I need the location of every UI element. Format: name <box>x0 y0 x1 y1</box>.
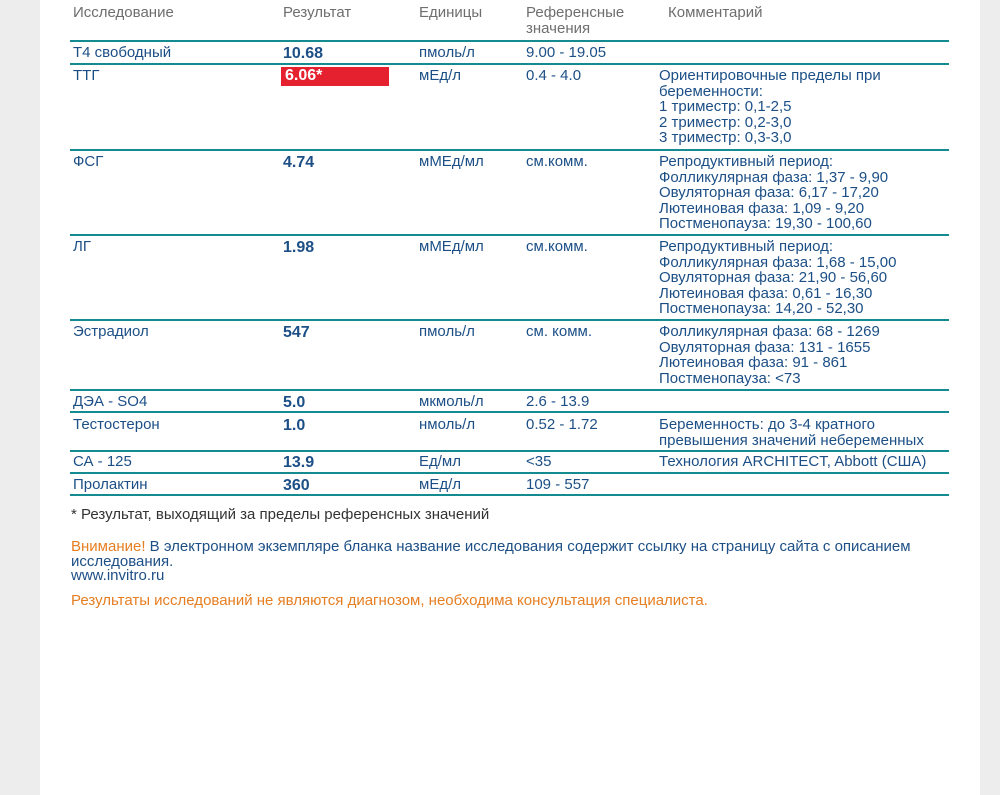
study-link[interactable]: Эстрадиол <box>73 323 149 340</box>
footnote: * Результат, выходящий за пределы референсных значений <box>71 506 490 523</box>
table-divider <box>70 63 949 65</box>
comment-line: превышения значений небеременных <box>659 431 924 449</box>
comment <box>659 154 888 232</box>
result-value: 1.0 <box>283 417 306 434</box>
study-link[interactable]: ФСГ <box>73 153 104 170</box>
units: мЕд/л <box>419 476 461 493</box>
comment-line: Овуляторная фаза: 131 - 1655 <box>659 338 871 356</box>
comment-line: 1 триместр: 0,1-2,5 <box>659 98 792 115</box>
reference-range: см.комм. <box>526 238 588 255</box>
comment <box>659 417 924 448</box>
header-study: Исследование <box>73 4 174 21</box>
comment-line: Постменопауза: <73 <box>659 369 801 387</box>
study-link[interactable]: Т4 свободный <box>73 44 172 61</box>
reference-range: 2.6 - 13.9 <box>526 393 590 410</box>
header-units: Единицы <box>419 4 483 21</box>
table-divider <box>70 389 949 391</box>
comment-line: 2 триместр: 0,2-3,0 <box>659 113 792 131</box>
comment-line: Лютеиновая фаза: 0,61 - 16,30 <box>659 284 873 302</box>
table-divider <box>70 450 949 452</box>
comment-line: Ориентировочные пределы при <box>659 67 881 84</box>
study-link[interactable]: Тестостерон <box>73 416 160 433</box>
result-value: 547 <box>283 324 310 341</box>
units: мМЕд/мл <box>419 238 484 255</box>
study-link[interactable]: ДЭА - SO4 <box>73 393 148 410</box>
reference-range: 9.00 - 19.05 <box>526 44 607 61</box>
units: мкмоль/л <box>419 393 484 410</box>
website-link[interactable]: www.invitro.ru <box>71 567 165 584</box>
header-comment: Комментарий <box>668 4 763 21</box>
disclaimer: Результаты исследований не являются диагнозом, необходима консультация специалиста. <box>71 592 708 609</box>
comment-line: Репродуктивный период: <box>659 153 834 170</box>
table-divider <box>70 149 949 151</box>
comment-line: Фолликулярная фаза: 1,37 - 9,90 <box>659 168 889 186</box>
comment <box>659 454 926 470</box>
header-reference-line1: Референсные <box>526 4 625 21</box>
table-divider <box>70 494 949 496</box>
units: пмоль/л <box>419 323 475 340</box>
result-value: 4.74 <box>283 154 315 171</box>
reference-range: см.комм. <box>526 153 588 170</box>
comment <box>659 324 880 386</box>
result-value: 1.98 <box>283 239 315 256</box>
table-divider <box>70 319 949 321</box>
reference-range: см. комм. <box>526 323 593 340</box>
study-link[interactable]: ТТГ <box>73 67 100 84</box>
header-result: Результат <box>283 4 352 21</box>
comment-line: Лютеиновая фаза: 1,09 - 9,20 <box>659 199 865 217</box>
table-divider <box>70 411 949 413</box>
attention-label: Внимание! <box>71 538 146 555</box>
comment-line: Технология ARCHITECT, Abbott (США) <box>659 453 927 470</box>
attention-note <box>71 539 951 569</box>
units: нмоль/л <box>419 416 476 433</box>
comment <box>659 239 896 317</box>
comment-line: Овуляторная фаза: 21,90 - 56,60 <box>659 269 888 286</box>
result-value: 360 <box>283 477 310 494</box>
units: мЕд/л <box>419 67 461 84</box>
comment-line: 3 триместр: 0,3-3,0 <box>659 129 792 146</box>
units: Ед/мл <box>419 453 461 470</box>
result-value: 13.9 <box>283 454 315 471</box>
units: мМЕд/мл <box>419 153 484 170</box>
comment-line: Фолликулярная фаза: 68 - 1269 <box>659 323 880 340</box>
table-divider <box>70 472 949 474</box>
comment-line: Лютеиновая фаза: 91 - 861 <box>659 354 848 371</box>
comment-line: Овуляторная фаза: 6,17 - 17,20 <box>659 184 879 201</box>
study-link[interactable]: ЛГ <box>73 238 91 255</box>
study-link[interactable]: СА - 125 <box>73 453 132 470</box>
units: пмоль/л <box>419 44 475 61</box>
result-value-flagged: 6.06* <box>285 67 323 84</box>
comment-line: Беременность: до 3-4 кратного <box>659 416 875 433</box>
reference-range: <35 <box>526 453 552 470</box>
comment-line: Постменопауза: 14,20 - 52,30 <box>659 300 864 317</box>
reference-range: 0.52 - 1.72 <box>526 416 598 433</box>
reference-range: 109 - 557 <box>526 476 590 493</box>
result-value: 5.0 <box>283 394 306 411</box>
table-divider <box>70 234 949 236</box>
attention-text: В электронном экземпляре бланка название исследования содержит ссылку на страницу сайта с описанием исследования. <box>71 538 911 570</box>
reference-range: 0.4 - 4.0 <box>526 67 582 84</box>
comment-line: Фолликулярная фаза: 1,68 - 15,00 <box>659 253 897 271</box>
comment-line: Репродуктивный период: <box>659 238 834 255</box>
study-link[interactable]: Пролактин <box>73 476 148 493</box>
table-divider <box>70 40 949 42</box>
comment-line: Постменопауза: 19,30 - 100,60 <box>659 215 872 232</box>
comment <box>659 68 881 146</box>
result-value: 10.68 <box>283 45 324 62</box>
comment-line: беременности: <box>659 82 763 100</box>
header-reference-line2: значения <box>526 20 591 37</box>
